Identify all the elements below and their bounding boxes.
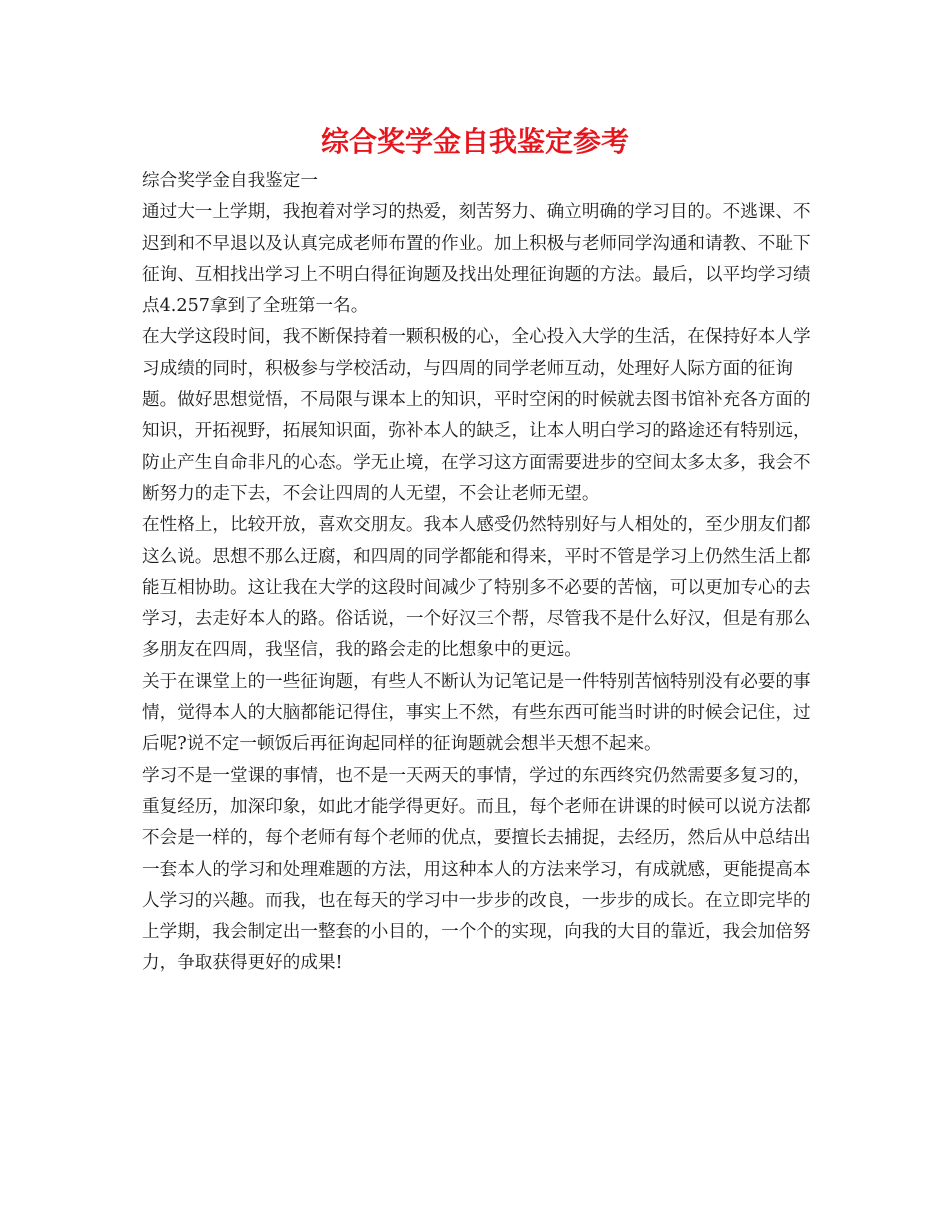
section-heading: 综合奖学金自我鉴定一 (142, 171, 318, 191)
document-title: 综合奖学金自我鉴定参考 (320, 125, 629, 158)
paragraph: 关于在课堂上的一些征询题，有些人不断认为记笔记是一件特别苦恼特别没有必要的事情，觉得本人的大脑都能记得住，事实上不然，有些东西可能当时讲的时候会记住，过后呢?说不定一顿饭后再征询起同样的征询题就会想半天想不起来。 (142, 671, 811, 755)
paragraph: 在大学这段时间，我不断保持着一颗积极的心，全心投入大学的生活，在保持好本人学习成绩的同时，积极参与学校活动，与四周的同学老师互动，处理好人际方面的征询题。做好思想觉悟，不局限与课本上的知识，平时空闲的时候就去图书馆补充各方面的知识，开拓视野，拓展知识面，弥补本人的缺乏，让本人明白学习的路途还有特别远，防止产生自命非凡的心态。学无止境，在学习这方面需要进步的空间太多太多，我会不断努力的走下去，不会让四周的人无望，不会让老师无望。 (142, 327, 811, 504)
paragraph: 在性格上，比较开放，喜欢交朋友。我本人感受仍然特别好与人相处的，至少朋友们都这么说。思想不那么迂腐，和四周的同学都能和得来，平时不管是学习上仍然生活上都能互相协助。这让我在大学的这段时间减少了特别多不必要的苦恼，可以更加专心的去学习，去走好本人的路。俗话说，一个好汉三个帮，尽管我不是什么好汉，但是有那么多朋友在四周，我坚信，我的路会走的比想象中的更远。 (142, 515, 811, 661)
paragraph: 通过大一上学期，我抱着对学习的热爱，刻苦努力、确立明确的学习目的。不逃课、不迟到和不早退以及认真完成老师布置的作业。加上积极与老师同学沟通和请教、不耻下征询、互相找出学习上不明白得征询题及找出处理征询题的方法。最后，以平均学习绩点4.257拿到了全班第一名。 (142, 202, 811, 317)
paragraph: 学习不是一堂课的事情，也不是一天两天的事情，学过的东西终究仍然需要多复习的，重复经历，加深印象，如此才能学得更好。而且，每个老师在讲课的时候可以说方法都不会是一样的，每个老师有每个老师的优点，要擅长去捕捉，去经历，然后从中总结出一套本人的学习和处理难题的方法，用这种本人的方法来学习，有成就感，更能提高本人学习的兴趣。而我，也在每天的学习中一步步的改良，一步步的成长。在立即完毕的上学期，我会制定出一整套的小目的，一个个的实现，向我的大目的靠近，我会加倍努力，争取获得更好的成果! (142, 765, 811, 974)
document-body (142, 166, 826, 980)
